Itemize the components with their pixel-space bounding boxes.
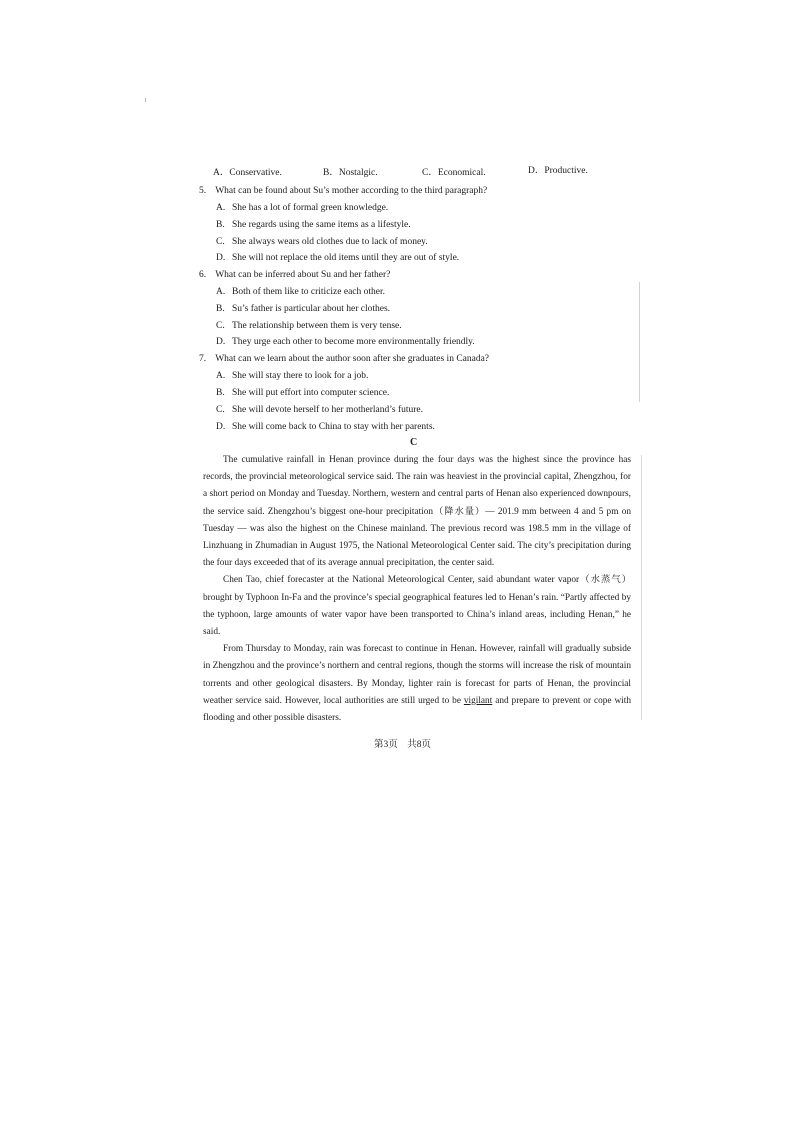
q4-option-a: A．Conservative. <box>213 168 282 178</box>
option-text: The relationship between them is very tense. <box>232 321 402 331</box>
option-text: She always wears old clothes due to lack of money. <box>232 237 428 247</box>
question-number: 7. <box>199 354 207 364</box>
option-letter: B. <box>216 220 225 230</box>
q4-option-c: C．Economical. <box>422 168 486 178</box>
option-text: She will put effort into computer science. <box>232 388 390 398</box>
question-7 <box>199 354 639 364</box>
question-6-option-c <box>216 321 636 331</box>
option-text: Su’s father is particular about her clothes. <box>232 304 391 314</box>
q4-option-b: B．Nostalgic. <box>323 168 378 178</box>
paragraph-text: and prepare to prevent or cope with flooding and other possible disasters. <box>203 695 631 724</box>
question-6 <box>199 270 639 280</box>
question-7-option-b <box>216 388 636 398</box>
question-6-option-a <box>216 287 636 297</box>
question-text: What can be found about Su’s mother according to the third paragraph? <box>215 186 488 196</box>
question-7-option-a <box>216 371 636 381</box>
scan-edge-line <box>641 455 642 720</box>
option-letter: C. <box>216 405 225 415</box>
paragraph-text: From Thursday to Monday, rain was forecast to continue in Henan. However, rainfall will gradually subside in Zhengzhou and the province’s northern and central regions, though the storms will increase the risk of mountain torrents and other geological disasters. By Monday, lighter rain is forecast for parts of Henan, the provincial weather service said. However, local authorities are still urged to be <box>203 644 631 706</box>
q4-option-d: D．Productive. <box>528 166 588 176</box>
question-6-option-d <box>216 337 636 347</box>
question-5-option-a <box>216 203 636 213</box>
option-letter: D. <box>216 253 226 263</box>
option-letter: C. <box>216 321 225 331</box>
option-text: She will come back to China to stay with her parents. <box>232 422 435 432</box>
question-5-option-d <box>216 253 636 263</box>
question-text: What can be inferred about Su and her father? <box>215 270 391 280</box>
option-letter: A. <box>216 287 226 297</box>
option-letter: C. <box>216 237 225 247</box>
q4-options-row <box>213 164 633 182</box>
option-text: They urge each other to become more environmentally friendly. <box>232 337 475 347</box>
question-7-option-d <box>216 422 636 432</box>
question-6-option-b <box>216 304 636 314</box>
question-number: 5. <box>199 186 207 196</box>
question-text: What can we learn about the author soon after she graduates in Canada? <box>215 354 490 364</box>
question-7-option-c <box>216 405 636 415</box>
passage-c <box>203 452 631 727</box>
option-text: She regards using the same items as a lifestyle. <box>232 220 411 230</box>
option-letter: D. <box>216 337 226 347</box>
option-letter: B. <box>216 388 225 398</box>
question-5-option-c <box>216 237 636 247</box>
passage-paragraph-1: The cumulative rainfall in Henan province during the four days was the highest since the province has records, the provincial meteorological service said. The rain was heaviest in the provincial capital, Zhengzhou, for a short period on Monday and Tuesday. Northern, western and central parts of Henan also experienced downpours, the service said. Zhengzhou’s biggest one-hour precipitation（降水量）— 201.9 mm between 4 and 5 pm on Tuesday — was also the highest on the Chinese mainland. The previous record was 198.5 mm in the village of Linzhuang in Zhumadian in August 1975, the National Meteorological Center said. The city’s precipitation during the four days exceeded that of its average annual precipitation, the center said. <box>203 455 631 569</box>
option-text: Both of them like to criticize each other. <box>232 287 386 297</box>
option-letter: D. <box>216 422 226 432</box>
underlined-word: vigilant <box>463 695 493 706</box>
question-number: 6. <box>199 270 207 280</box>
option-text: She will not replace the old items until they are out of style. <box>232 253 460 263</box>
scan-speck <box>145 98 146 102</box>
option-letter: A. <box>216 203 226 213</box>
option-text: She will stay there to look for a job. <box>232 371 369 381</box>
page-number-footer: 第3页 共8页 <box>374 740 432 750</box>
question-5 <box>199 186 639 196</box>
passage-paragraph-2: Chen Tao, chief forecaster at the National Meteorological Center, said abundant water vapor（水蒸气）brought by Typhoon In-Fa and the province’s special geographical features led to Henan’s rain. “Partly affected by the typhoon, large amounts of water vapor have been transported to China’s inland areas, including Henan,” he said. <box>203 575 631 638</box>
option-text: She has a lot of formal green knowledge. <box>232 203 389 213</box>
question-5-option-b <box>216 220 636 230</box>
scan-edge-line <box>639 282 640 402</box>
section-heading: C <box>410 437 418 448</box>
option-letter: A. <box>216 371 226 381</box>
option-letter: B. <box>216 304 225 314</box>
passage-paragraph-3 <box>203 641 631 727</box>
option-text: She will devote herself to her motherland’s future. <box>232 405 424 415</box>
